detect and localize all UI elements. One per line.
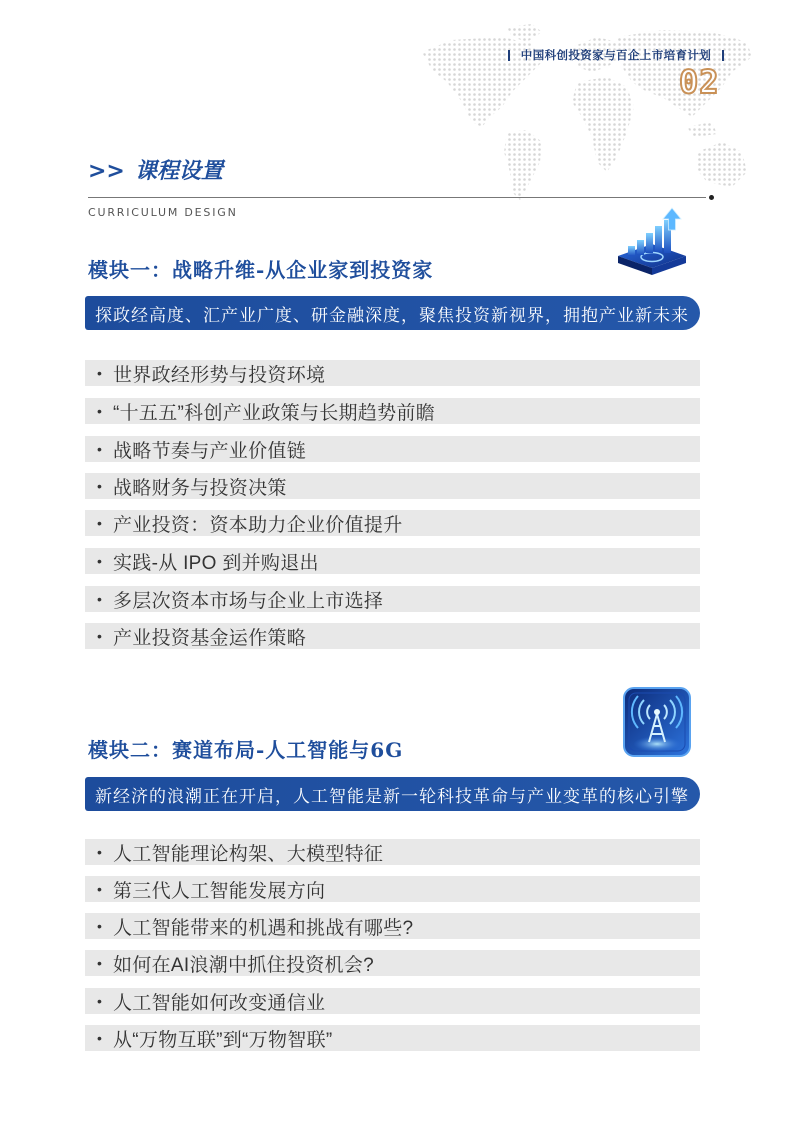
bullet: • bbox=[97, 591, 102, 607]
section-title-text: 课程设置 bbox=[134, 159, 223, 184]
list-item-text: 世界政经形势与投资环境 bbox=[113, 364, 326, 386]
module1-banner bbox=[85, 296, 700, 330]
list-item bbox=[85, 913, 700, 939]
program-header bbox=[508, 47, 724, 63]
bullet: • bbox=[97, 553, 102, 569]
list-item-text: 实践-从 IPO 到并购退出 bbox=[113, 552, 319, 574]
list-item bbox=[85, 473, 700, 499]
growth-bar-chart-icon bbox=[612, 206, 692, 282]
list-item bbox=[85, 360, 700, 386]
list-item bbox=[85, 510, 700, 536]
bullet: • bbox=[97, 993, 102, 1009]
list-item-text: 如何在AI浪潮中抓住投资机会? bbox=[113, 954, 375, 976]
bullet: • bbox=[97, 1030, 102, 1046]
bullet: • bbox=[97, 365, 102, 381]
list-item-text: 人工智能带来的机遇和挑战有哪些? bbox=[113, 917, 414, 939]
module2-banner bbox=[85, 777, 700, 811]
list-item bbox=[85, 1025, 700, 1051]
list-item bbox=[85, 876, 700, 902]
header-left-bar bbox=[508, 50, 510, 61]
module2-banner-text: 新经济的浪潮正在开启，人工智能是新一轮科技革命与产业变革的核心引擎 bbox=[95, 786, 689, 806]
list-item-text: “十五五”科创产业政策与长期趋势前瞻 bbox=[113, 402, 436, 424]
section-divider bbox=[88, 197, 706, 198]
module1-banner-text: 探政经高度、汇产业广度、研金融深度，聚焦投资新视界，拥抱产业新未来 bbox=[95, 305, 689, 325]
bullet: • bbox=[97, 441, 102, 457]
signal-tower-icon bbox=[622, 686, 692, 758]
list-item-text: 第三代人工智能发展方向 bbox=[113, 880, 326, 902]
list-item bbox=[85, 988, 700, 1014]
list-item bbox=[85, 586, 700, 612]
bullet: • bbox=[97, 881, 102, 897]
list-item-text: 战略财务与投资决策 bbox=[113, 477, 287, 499]
list-item bbox=[85, 623, 700, 649]
header-right-bar bbox=[722, 50, 724, 61]
list-item bbox=[85, 950, 700, 976]
module2-title: 模块二：赛道布局-人工智能与6G bbox=[88, 738, 404, 762]
list-item-text: 人工智能理论构架、大模型特征 bbox=[113, 843, 384, 865]
list-item-text: 多层次资本市场与企业上市选择 bbox=[113, 590, 384, 612]
bullet: • bbox=[97, 918, 102, 934]
bullet: • bbox=[97, 515, 102, 531]
bullet: • bbox=[97, 955, 102, 971]
list-item-text: 产业投资基金运作策略 bbox=[113, 627, 307, 649]
program-title: 中国科创投资家与百企上市培育计划 bbox=[520, 50, 712, 62]
list-item-text: 产业投资：资本助力企业价值提升 bbox=[113, 514, 403, 536]
bullet: • bbox=[97, 478, 102, 494]
double-chevron-icon: >> bbox=[88, 159, 125, 184]
divider-dot bbox=[709, 195, 714, 200]
page-number: 02 bbox=[679, 63, 720, 101]
bullet: • bbox=[97, 628, 102, 644]
list-item-text: 从“万物互联”到“万物智联” bbox=[113, 1029, 333, 1051]
list-item bbox=[85, 436, 700, 462]
list-item-text: 人工智能如何改变通信业 bbox=[113, 992, 326, 1014]
list-item bbox=[85, 398, 700, 424]
list-item bbox=[85, 548, 700, 574]
list-item bbox=[85, 839, 700, 865]
list-item-text: 战略节奏与产业价值链 bbox=[113, 440, 307, 462]
section-title bbox=[88, 158, 223, 186]
bullet: • bbox=[97, 403, 102, 419]
module1-title: 模块一：战略升维-从企业家到投资家 bbox=[88, 258, 434, 282]
section-subtitle: CURRICULUM DESIGN bbox=[88, 206, 238, 219]
bullet: • bbox=[97, 844, 102, 860]
